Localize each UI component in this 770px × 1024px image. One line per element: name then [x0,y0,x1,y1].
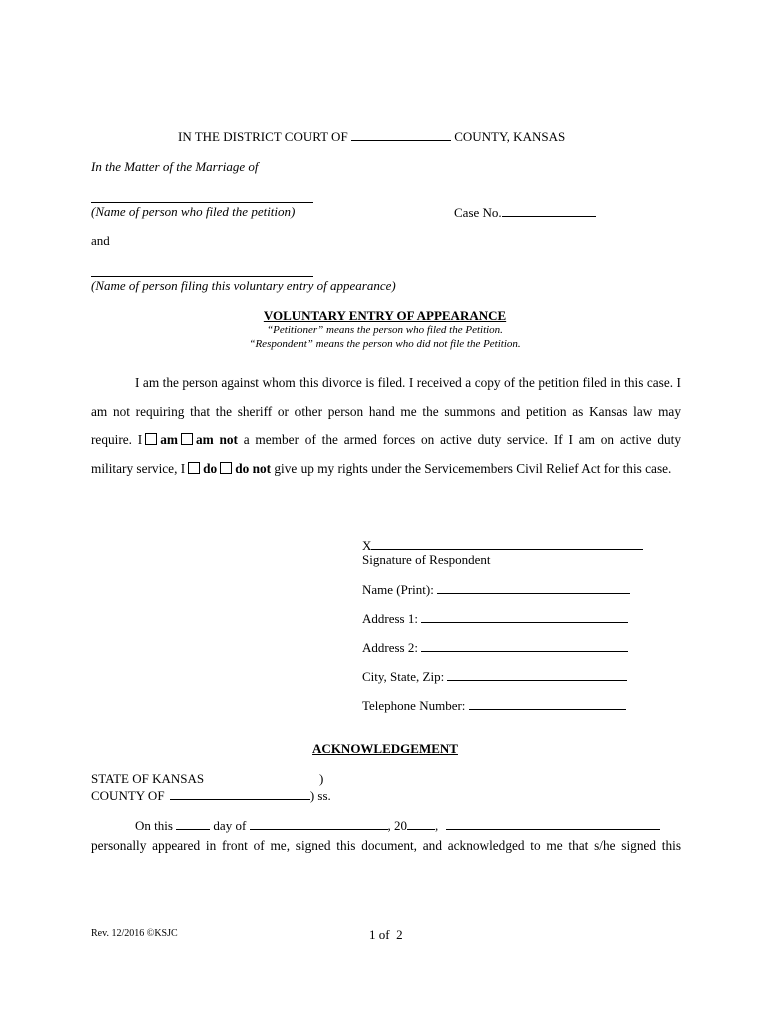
x-mark: X [362,538,372,553]
statement-part-2: a member of the armed forces on active duty service. If I am on active duty military service, I [91,432,681,476]
signature-blank[interactable] [371,537,643,550]
on-this-row [135,817,660,834]
address1-blank[interactable] [421,610,628,623]
am-not-checkbox[interactable] [181,433,193,445]
year-comma: , [435,818,439,833]
do-not-checkbox[interactable] [220,462,232,474]
person-blank[interactable] [446,817,660,830]
acknowledgement-heading: ACKNOWLEDGEMENT [312,741,458,756]
court-prefix: IN THE DISTRICT COURT OF [178,129,348,144]
petitioner-definition: “Petitioner” means the person who filed the Petition. [267,324,503,336]
am-label: am [160,432,178,447]
city-state-zip-blank[interactable] [447,668,627,681]
month-blank[interactable] [250,817,388,830]
document-title: VOLUNTARY ENTRY OF APPEARANCE [263,308,507,323]
county-blank-ack[interactable] [170,787,310,800]
revision-label: Rev. 12/2016 ©KSJC [91,928,178,939]
petitioner-label: (Name of person who filed the petition) [91,204,296,219]
am-not-label: am not [195,432,238,447]
city-state-zip-row [362,668,627,685]
matter-caption: In the Matter of the Marriage of [91,159,259,174]
case-no-blank[interactable] [502,204,596,217]
year-prefix: , 20 [387,818,408,833]
county-suffix: ) ss. [309,788,331,803]
statement-part-1: I am the person against whom this divorce is filed. I received a copy of the petition filed in this case. I am not requiring that the sheriff or other person hand me the summons and petition as Kansas law may require. I [91,375,681,447]
county-blank[interactable] [351,128,451,141]
do-label: do [203,460,218,476]
on-this-label: On this [135,818,173,833]
respondent-label: (Name of person filing this voluntary entry of appearance) [91,278,396,293]
day-of-label: day of [213,818,247,833]
county-row [91,787,331,804]
day-blank[interactable] [176,817,210,830]
court-heading [178,128,565,145]
do-not-label: do not [235,460,272,476]
state-paren: ) [319,771,324,786]
page-number: 1 of 2 [369,927,403,942]
statement-part-3: give up my rights under the Servicemembers Civil Relief Act for this case. [274,460,672,476]
telephone-label: Telephone Number: [362,698,466,713]
address1-label: Address 1: [362,611,418,626]
case-no-label: Case No. [454,205,502,220]
case-number [454,204,596,221]
am-checkbox[interactable] [145,433,157,445]
address2-label: Address 2: [362,640,418,655]
state-label: STATE OF KANSAS [91,771,205,786]
statement-paragraph [91,369,681,483]
signature-label: Signature of Respondent [362,552,491,567]
address2-blank[interactable] [421,639,628,652]
court-suffix: COUNTY, KANSAS [454,129,566,144]
address1-row [362,610,628,627]
county-label: COUNTY OF [91,788,165,803]
acknowledgement-sentence: personally appeared in front of me, signed this document, and acknowledged to me that s/he signed this [91,838,681,853]
telephone-row [362,697,626,714]
year-blank[interactable] [407,817,435,830]
name-print-row [362,581,630,598]
telephone-blank[interactable] [469,697,626,710]
name-print-label: Name (Print): [362,582,434,597]
respondent-name-line[interactable] [91,276,313,277]
and-label: and [91,233,110,248]
do-checkbox[interactable] [188,462,200,474]
respondent-definition: “Respondent” means the person who did not file the Petition. [249,338,521,350]
petitioner-name-line[interactable] [91,202,313,203]
name-print-blank[interactable] [437,581,630,594]
city-state-zip-label: City, State, Zip: [362,669,445,684]
address2-row [362,639,628,656]
